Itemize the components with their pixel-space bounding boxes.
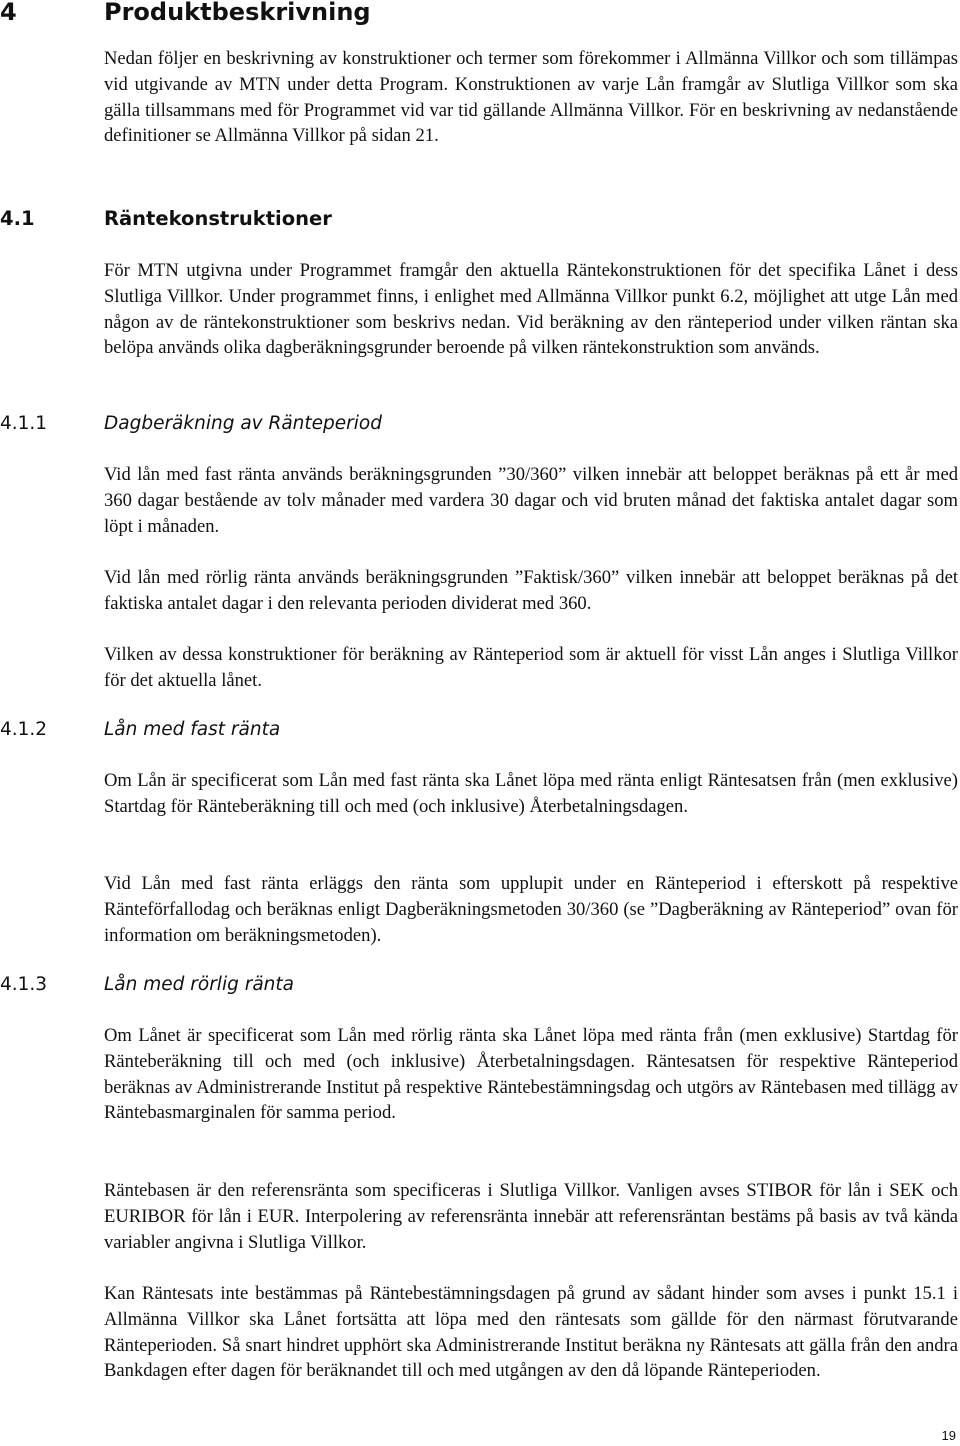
heading-4-1-2-title: Lån med fast ränta	[104, 719, 281, 740]
section-number: 4	[0, 0, 17, 26]
paragraph-4-1-1-a: Vid lån med fast ränta används beräkningsgrunden ”30/360” vilken innebär att beloppet beräknas på ett år med 360 dagar bestående av tolv månader med vardera 30 dagar och vid bruten månad det faktiska antalet dagar som löpt i månaden.	[104, 464, 958, 537]
page-number: 19	[941, 1428, 956, 1443]
heading-4-1-1-title: Dagberäkning av Ränteperiod	[104, 413, 382, 434]
heading-4-1-3	[0, 974, 294, 996]
subsection-heading	[0, 208, 332, 230]
heading-4-1-3-title: Lån med rörlig ränta	[104, 974, 294, 995]
section-title: Produktbeskrivning	[104, 0, 371, 26]
heading-4-1-2	[0, 719, 280, 741]
paragraph-4-1-1-c: Vilken av dessa konstruktioner för beräkning av Ränteperiod som är aktuell för visst Lån anges i Slutliga Villkor för det aktuella lånet.	[104, 644, 958, 691]
subsection-paragraph: För MTN utgivna under Programmet framgår den aktuella Räntekonstruktionen för det specifika Lånet i dess Slutliga Villkor. Under programmet finns, i enlighet med Allmänna Villkor punkt 6.2, möjlighet att utge Lån med någon av de räntekonstruktioner som beskrivs nedan. Vid beräkning av den ränteperiod under vilken räntan ska belöpa används olika dagberäkningsgrunder beroende på vilken räntekonstruktion som används.	[104, 260, 958, 359]
heading-4-1-1	[0, 413, 382, 435]
paragraph-4-1-3-b: Räntebasen är den referensränta som specificeras i Slutliga Villkor. Vanligen avses STIBOR för lån i SEK och EURIBOR för lån i EUR. Interpolering av referensränta innebär att referensräntan bestäms på basis av två kända variabler angivna i Slutliga Villkor.	[104, 1180, 958, 1253]
section-heading	[0, 0, 371, 24]
paragraph-4-1-2-b: Vid Lån med fast ränta erläggs den ränta som upplupit under en Ränteperiod i efterskott på respektive Ränteförfallodag och beräknas enligt Dagberäkningsmetoden 30/360 (se ”Dagberäkning av Ränteperiod” ovan för information om beräkningsmetoden).	[104, 873, 958, 946]
heading-4-1-2-number: 4.1.2	[0, 719, 48, 740]
intro-paragraph: Nedan följer en beskrivning av konstruktioner och termer som förekommer i Allmänna Villkor och som tillämpas vid utgivande av MTN under detta Program. Konstruktionen av varje Lån framgår av Slutliga Villkor som ska gälla tillsammans med för Programmet vid var tid gällande Allmänna Villkor. För en beskrivning av nedanstående definitioner se Allmänna Villkor på sidan 21.	[104, 48, 958, 147]
heading-4-1-3-number: 4.1.3	[0, 974, 48, 995]
paragraph-4-1-3-a: Om Lånet är specificerat som Lån med rörlig ränta ska Lånet löpa med ränta från (men exklusive) Startdag för Ränteberäkning till och med (och inklusive) Återbetalningsdagen. Räntesatsen för respektive Ränteperiod beräknas av Administrerande Institut på respektive Räntebestämningsdag och utgörs av Räntebasen med tillägg av Räntebasmarginalen för samma period.	[104, 1025, 958, 1124]
heading-4-1-1-number: 4.1.1	[0, 413, 48, 434]
subsection-title: Räntekonstruktioner	[104, 207, 332, 230]
paragraph-4-1-3-c: Kan Räntesats inte bestämmas på Räntebestämningsdagen på grund av sådant hinder som avses i punkt 15.1 i Allmänna Villkor ska Lånet fortsätta att löpa med den räntesats som gällde för den närmast förutvarande Ränteperioden. Så snart hindret upphört ska Administrerande Institut beräkna ny Räntesats att gälla från den andra Bankdagen efter dagen för beräknandet till och med utgången av den då löpande Ränteperioden.	[104, 1283, 958, 1382]
paragraph-4-1-1-b: Vid lån med rörlig ränta används beräkningsgrunden ”Faktisk/360” vilken innebär att beloppet beräknas på det faktiska antalet dagar i den relevanta perioden dividerat med 360.	[104, 567, 958, 614]
paragraph-4-1-2-a: Om Lån är specificerat som Lån med fast ränta ska Lånet löpa med ränta enligt Räntesatsen från (men exklusive) Startdag för Ränteberäkning till och med (och inklusive) Återbetalningsdagen.	[104, 770, 958, 817]
subsection-number: 4.1	[0, 207, 35, 230]
